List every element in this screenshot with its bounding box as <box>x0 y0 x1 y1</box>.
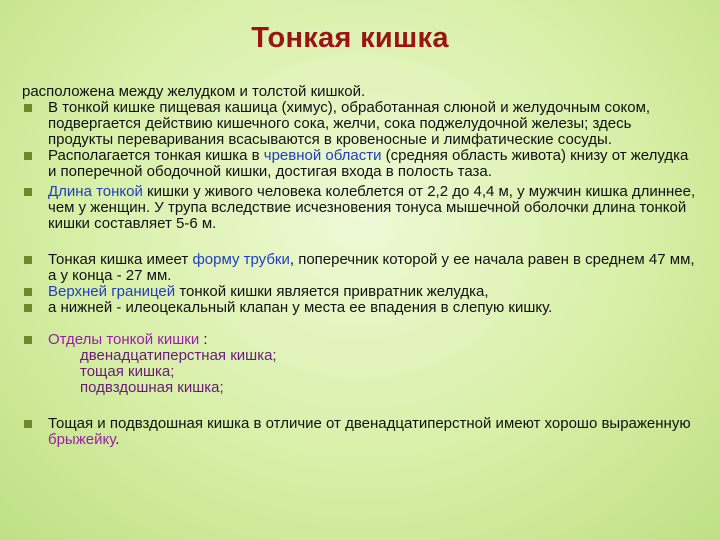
slide-content <box>22 84 697 448</box>
square-bullet-icon <box>24 288 32 296</box>
square-bullet-icon <box>24 304 32 312</box>
bullet-text: а нижней - илеоцекальный клапан у места ее впадения в слепую кишку. <box>48 299 553 316</box>
square-bullet-icon <box>24 420 32 428</box>
bullet-text-pre: Тонкая кишка имеет <box>48 251 193 268</box>
square-bullet-icon <box>24 188 32 196</box>
bullet-text-post: кишки у живого человека колеблется от 2,2 до 4,4 м, у мужчин кишка длиннее, чем у женщин. У трупа вследствие исчезновения тонуса мышечной оболочки длина тонкой кишки составляет 5-6 м. <box>48 183 696 232</box>
section-item: тощая кишка; <box>80 363 175 380</box>
bullet-shape <box>22 252 697 284</box>
bullet-location <box>22 148 697 180</box>
square-bullet-icon <box>24 256 32 264</box>
bullet-length <box>22 184 697 232</box>
bullet-digestion <box>22 100 697 148</box>
bullet-text-post: . <box>115 431 120 448</box>
highlight-term: Длина тонкой <box>48 183 143 200</box>
bullet-upper-border <box>22 284 697 300</box>
bullet-sections <box>22 332 697 396</box>
highlight-term: форму трубки <box>192 251 290 268</box>
bullet-text-post: (средняя область живота) книзу от желудка и поперечной ободочной кишки, достигая входа в полость таза. <box>48 147 689 180</box>
bullet-text-post: тонкой кишки является привратник желудка, <box>175 283 489 300</box>
bullet-text-pre: Располагается тонкая кишка в <box>48 147 264 164</box>
section-item: подвздошная кишка; <box>80 379 224 396</box>
bullet-text-post: , поперечник которой у ее начала равен в среднем 47 мм, а у конца - 27 мм. <box>48 251 695 284</box>
bullet-text: В тонкой кишке пищевая кашица (химус), обработанная слюной и желудочным соком, подвергается действию кишечного сока, желчи, сока поджелудочной железы; здесь продукты переваривания всасываются в кровеносные и лимфатические сосуды. <box>48 99 651 148</box>
slide-title: Тонкая кишка <box>251 22 449 54</box>
bullet-text-pre: Тощая и подвздошная кишка в отличие от двенадцатиперстной имеют хорошо выраженную <box>48 415 691 432</box>
section-item: двенадцатиперстная кишка; <box>80 347 277 364</box>
bullet-text-post: : <box>199 331 208 348</box>
square-bullet-icon <box>24 152 32 160</box>
highlight-term: брыжейку <box>48 431 116 448</box>
intro-text: расположена между желудком и толстой кишкой. <box>22 83 366 100</box>
square-bullet-icon <box>24 336 32 344</box>
bullet-mesentery <box>22 416 697 448</box>
square-bullet-icon <box>24 104 32 112</box>
bullet-lower-border <box>22 300 697 316</box>
highlight-term: чревной области <box>263 147 382 164</box>
highlight-term: Отделы тонкой кишки <box>48 331 200 348</box>
highlight-term: Верхней границей <box>48 283 176 300</box>
